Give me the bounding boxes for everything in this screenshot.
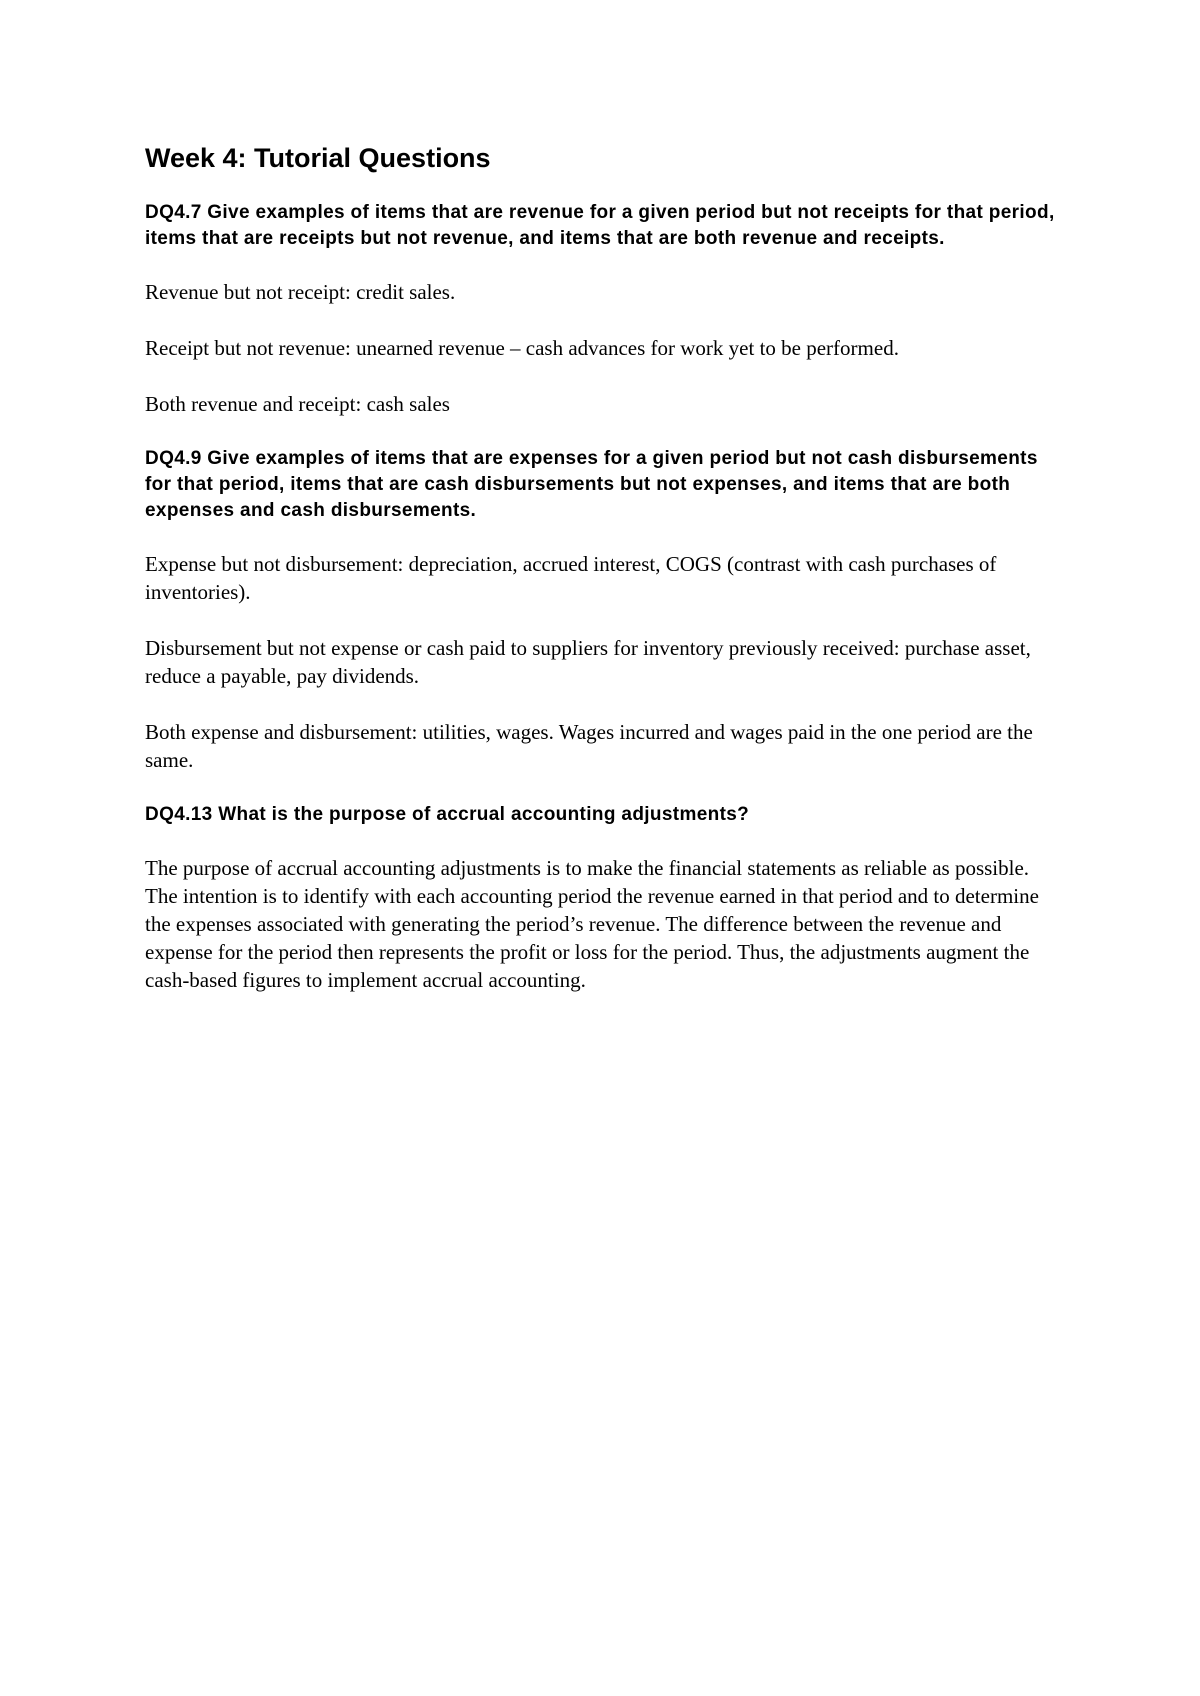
answer-paragraph: Revenue but not receipt: credit sales. [145, 280, 456, 304]
answer-paragraph: Expense but not disbursement: depreciation, accrued interest, COGS (contrast with cash purchases of inventories). [145, 552, 997, 604]
question-section-dq4-9 [145, 446, 1065, 774]
question-section-dq4-13 [145, 802, 1065, 994]
answer-paragraph: Disbursement but not expense or cash paid to suppliers for inventory previously received: purchase asset, reduce a payable, pay dividends. [145, 636, 1031, 688]
answer-paragraph: Both expense and disbursement: utilities, wages. Wages incurred and wages paid in the one period are the same. [145, 720, 1033, 772]
question-heading: DQ4.13 What is the purpose of accrual accounting adjustments? [145, 804, 750, 825]
document-title: Week 4: Tutorial Questions [145, 143, 491, 173]
question-heading: DQ4.7 Give examples of items that are revenue for a given period but not receipts for that period, items that are receipts but not revenue, and items that are both revenue and receipts. [145, 202, 1055, 249]
document-page [145, 140, 1065, 1022]
answer-paragraph: Receipt but not revenue: unearned revenue – cash advances for work yet to be performed. [145, 336, 899, 360]
answer-paragraph: The purpose of accrual accounting adjustments is to make the financial statements as reliable as possible. The intention is to identify with each accounting period the revenue earned in that period and to determine the expenses associated with generating the period’s revenue. The difference between the revenue and expense for the period then represents the profit or loss for the period. Thus, the adjustments augment the cash-based figures to implement accrual accounting. [145, 856, 1039, 992]
answer-paragraph: Both revenue and receipt: cash sales [145, 392, 450, 416]
question-section-dq4-7 [145, 200, 1065, 418]
question-heading: DQ4.9 Give examples of items that are expenses for a given period but not cash disbursements for that period, items that are cash disbursements but not expenses, and items that are both expenses and cash disbursements. [145, 448, 1038, 521]
